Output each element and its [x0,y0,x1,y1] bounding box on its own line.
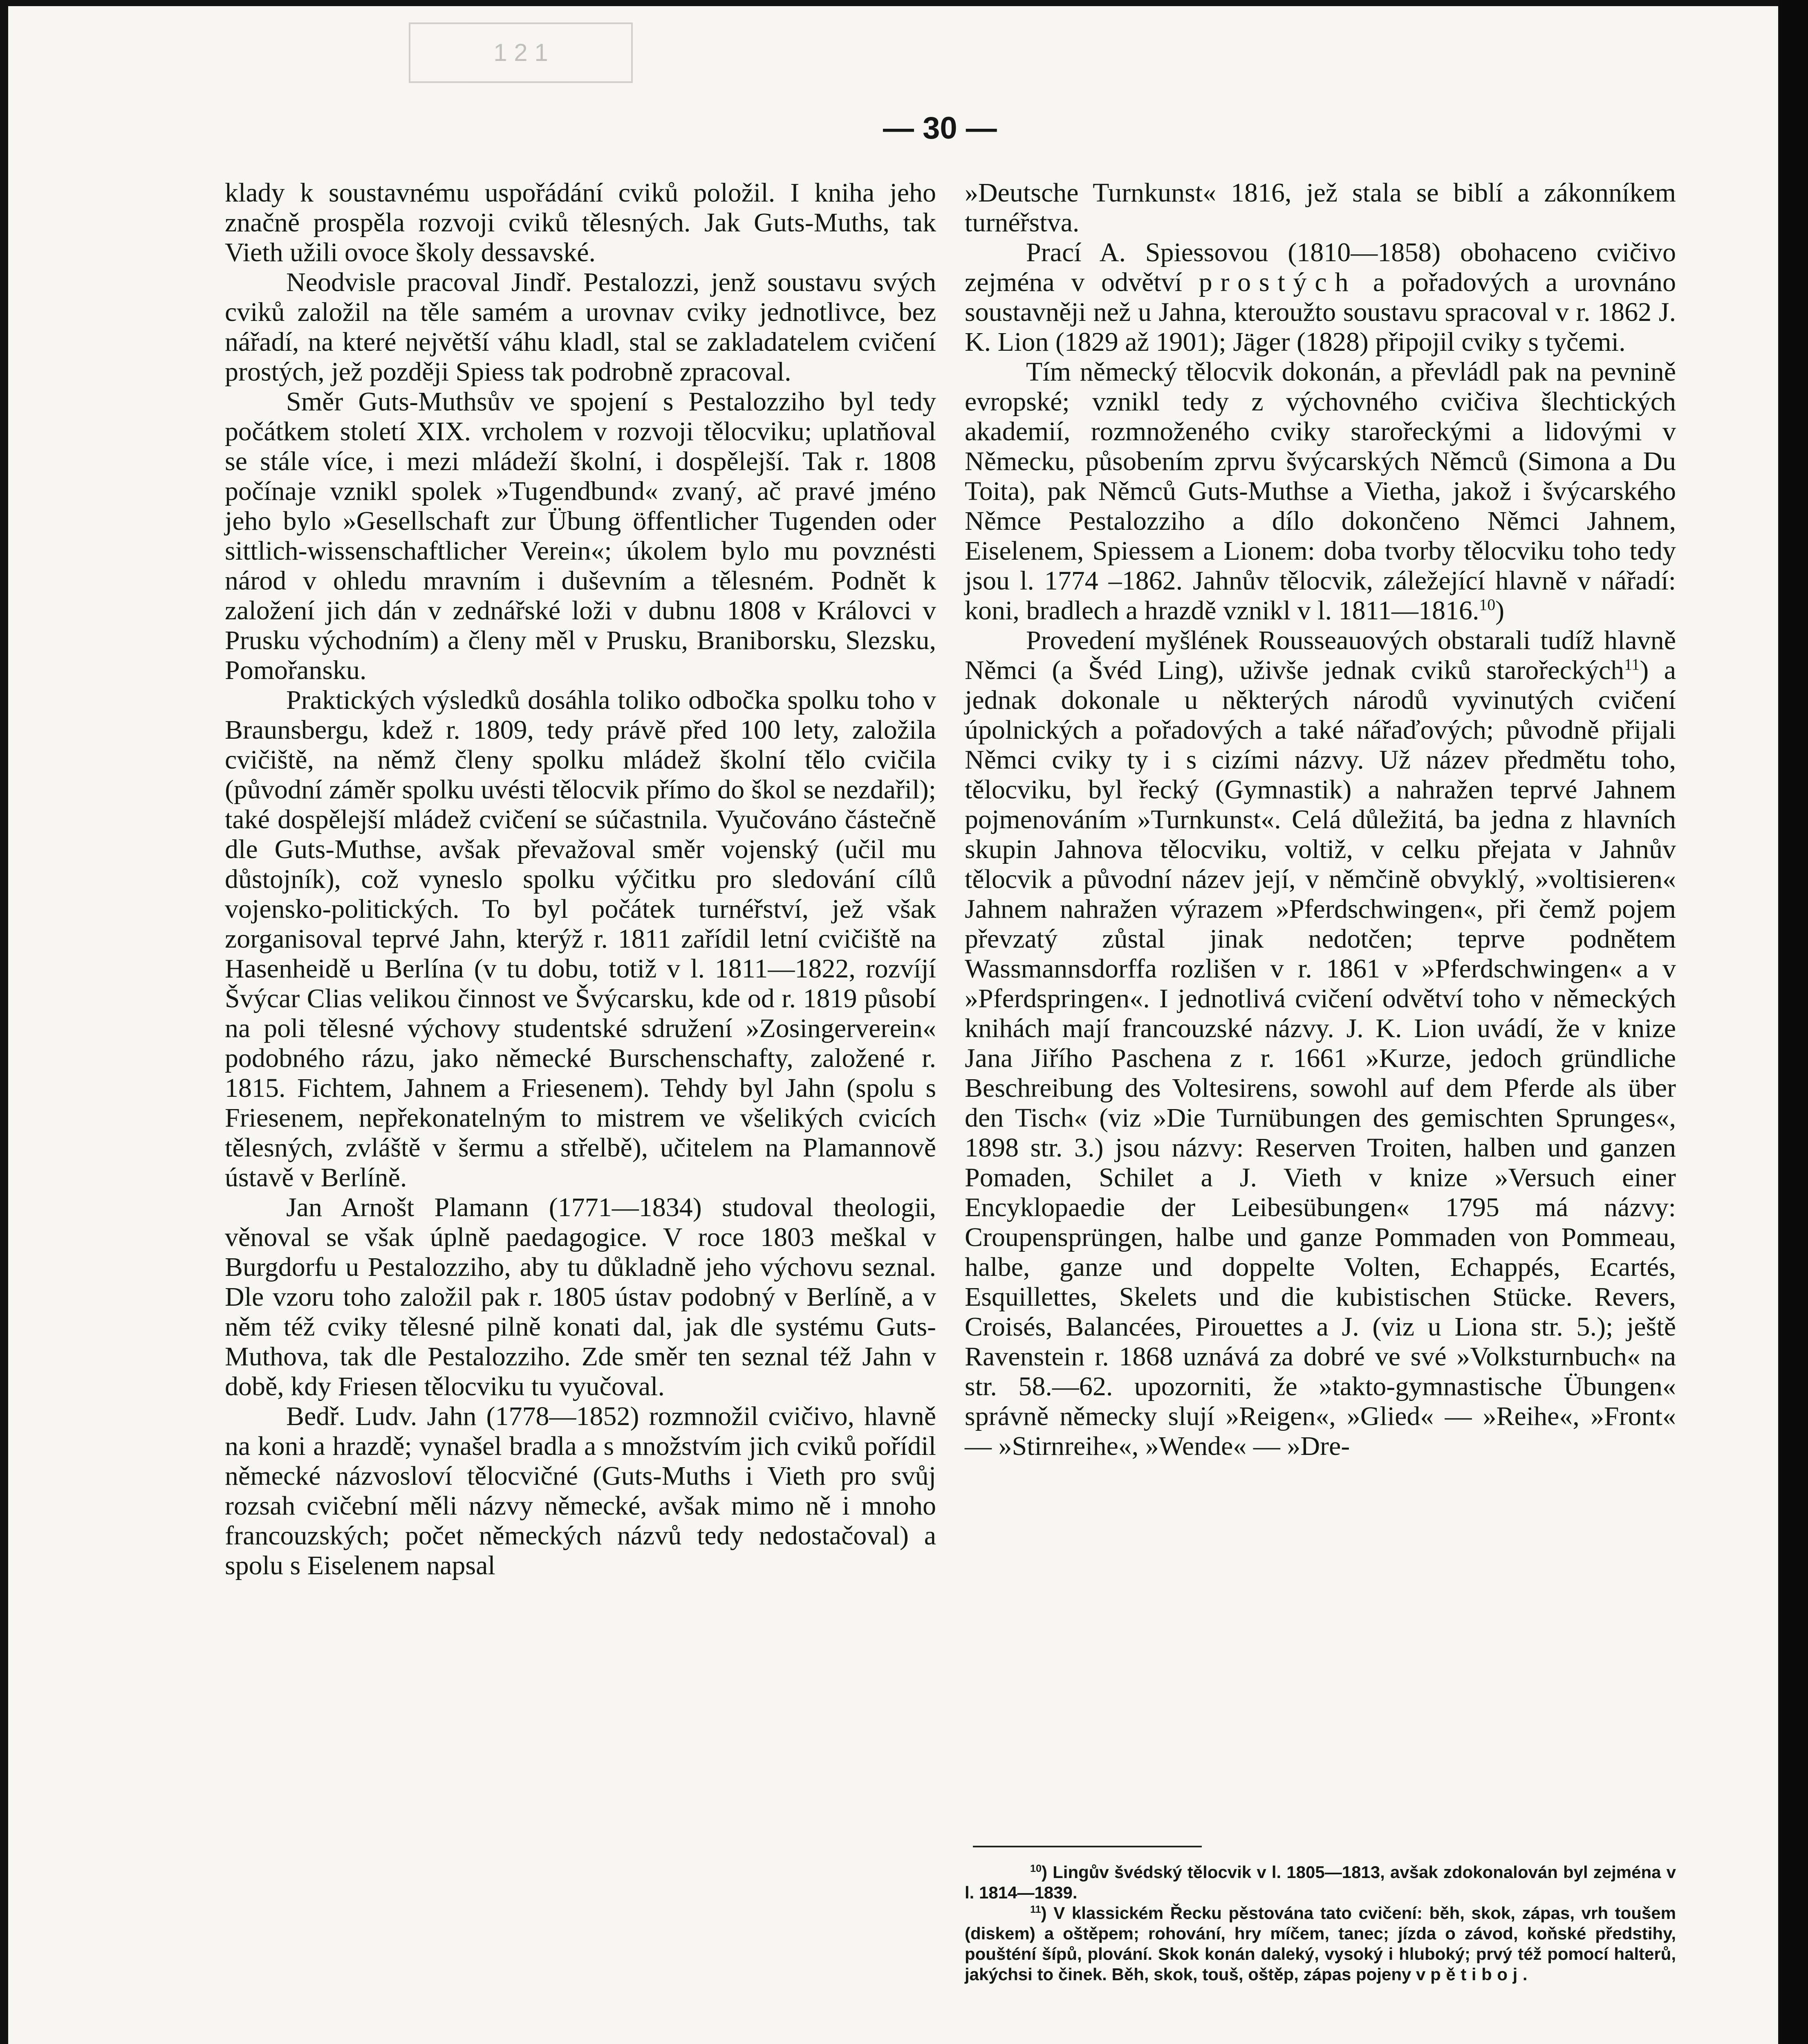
paragraph: klady k soustavnému uspořádání cviků položil. I kniha jeho značně prospěla rozvoji cviků tělesných. Jak Guts-Muths, tak Vieth užili ovoce školy dessavské. [225,178,936,267]
document-page [8,6,1778,2044]
footnote [965,1903,1676,1985]
paragraph: Neodvisle pracoval Jindř. Pestalozzi, jenž soustavu svých cviků založil na těle samém a urovnav cviky jednotlivce, bez nářadí, na které největší váhu kladl, stal se zakladatelem cvičení prostých, jež později Spiess tak podrobně zpracoval. [225,267,936,387]
spaced-text: prostých [1199,267,1357,297]
footnote-mark: 10 [1030,1863,1042,1874]
footnote-divider [973,1846,1202,1847]
footnote-text: ) V klassickém Řecku pěstována tato cvičení: běh, skok, zápas, vrh toušem (diskem) a oštěpem; rohování, hry míčem, tanec; jízda o závod, koňské předstihy, poušténí šípů, plování. Skok konán daleký, vysoký i hluboký; prvý též pomocí halterů, jakýchsi to činek. Běh, skok, touš, oštěp, zápas pojeny v [965,1903,1676,1984]
left-column [225,178,936,1580]
footnotes [965,1862,1676,1985]
text: ) a jednak dokonale u některých národů vyvinutých cvičení úpolnických a pořadových a také nářaďových; původně přijali Němci cviky ty i s cizími názvy. Už název předmětu toho, tělocviku, byl řecký (Gymnastik) a nahražen teprvé Jahnem pojmenováním »Turnkunst«. Celá důležitá, ba jedna z hlavních skupin Jahnova tělocviku, voltiž, v celku přejata v Jahnův tělocvik a původní název její, v němčině obvyklý, »voltisieren« Jahnem nahražen výrazem »Pferdschwingen«, při čemž pojem převzatý zůstal jinak nedotčen; teprve podnětem Wassmannsdorffa rozlišen v r. 1861 v »Pferdschwingen« a v »Pferdspringen«. I jednotlivá cvičení odvětví toho v německých knihách mají francouzské názvy. J. K. Lion uvádí, že v knize Jana Jiřího Paschena z r. 1661 »Kurze, jedoch gründliche Beschreibung des Voltesirens, sowohl auf dem Pferde als über den Tisch« (viz »Die Turnübungen des gemischten Sprunges«, 1898 str. 3.) jsou názvy: Reserven Troiten, halben und ganzen Pomaden, Schilet a J. Vieth v knize »Versuch einer Encyklopaedie der Leibesübungen« 1795 má názvy: Croupensprüngen, halbe und ganze Pommaden von Pommeau, halbe, ganze und doppelte Volten, Echappés, Ecartés, Esquillettes, Skelets und die kubistischen Stücke. Revers, Croisés, Balancées, Pirouettes a J. (viz u Liona str. 5.); ještě Ravenstein r. 1868 uznává za dobré ve své »Volksturnbuch« na str. 58.—62. upozorniti, že »takto-gymnastische Übungen« správně německy slují »Reigen«, »Glied« — »Reihe«, »Front« — »Stirnreihe«, »Wende« — »Dre- [965,655,1676,1461]
paragraph: Jan Arnošt Plamann (1771—1834) studoval theologii, věnoval se však úplně paedagogice. V roce 1803 meškal v Burgdorfu u Pestalozziho, aby tu důkladně jeho výchovu seznal. Dle vzoru toho založil pak r. 1805 ústav podobný v Berlíně, a v něm též cviky tělesné pilně konati dal, jak dle systému Guts-Muthova, tak dle Pestalozziho. Zde směr ten seznal též Jahn v době, kdy Friesen tělocviku tu vyučoval. [225,1192,936,1401]
text: ) [1495,596,1505,625]
paragraph [965,238,1676,357]
text: a pořadových a urovnáno soustavněji než u Jahna, kteroužto soustavu spracoval v r. 1862 J. K. Lion (1829 až 1901); Jäger (1828) připojil cviky s tyčemi. [965,267,1676,357]
text: Provedení myšlének Rousseauových obstarali tudíž hlavně Němci (a Švéd Ling), uživše jednak cviků starořeckých [965,625,1676,685]
scan-border [1779,0,1808,2044]
text: Prací A. Spiessovou (1810—1858) obohaceno cvičivo zejména v odvětví [965,238,1676,297]
spaced-text: pětiboj [1430,1965,1523,1984]
footnote [965,1862,1676,1903]
text: Tím německý tělocvik dokonán, a převládl pak na pevnině evropské; vznikl tedy z výchovného cvičiva šlechtických akademií, rozmnoženého cviky starořeckými a lidovými v Německu, působením zprvu švýcarských Němců (Simona a Du Toita), pak Němců Guts-Muthse a Vietha, jakož i švýcarského Němce Pestalozziho a dílo dokončeno Němci Jahnem, Eiselenem, Spiessem a Lionem: doba tvorby tělocviku toho tedy jsou l. 1774 –1862. Jahnův tělocvik, záležející hlavně v nářadí: koni, bradlech a hrazdě vznikl v l. 1811—1816. [965,357,1676,625]
paragraph: Praktických výsledků dosáhla toliko odbočka spolku toho v Braunsbergu, kdež r. 1809, tedy právě před 100 lety, založila cvičiště, na němž členy spolku mládež školní tělo cvičila (původní záměr spolku uvésti tělocvik přímo do škol se nezdařil); také dospělejší mládež cvičení se súčastnila. Vyučováno částečně dle Guts-Muthse, avšak převažoval směr vojenský (učil mu důstojník), což vyneslo spolku výčitku pro sledování cílů vojensko-politických. To byl počátek turnéřství, jež však zorganisoval teprvé Jahn, kterýž r. 1811 zařídil letní cvičiště na Hasenheidě u Berlína (v tu dobu, totiž v l. 1811—1822, rozvíjí Švýcar Clias velikou činnost ve Švýcarsku, kde od r. 1819 působí na poli tělesné výchovy studentské sdružení »Zosingerverein« podobného rázu, jako německé Burschenschafty, založené r. 1815. Fichtem, Jahnem a Friesenem). Tehdy byl Jahn (spolu s Friesenem, nepřekonatelným to mistrem ve všelikých cvicích tělesných, zvláště v šermu a střelbě), učitelem na Plamannově ústavě v Berlíně. [225,685,936,1192]
paragraph: Směr Guts-Muthsův ve spojení s Pestalozziho byl tedy počátkem století XIX. vrcholem v rozvoji tělocviku; uplatňoval se stále více, i mezi mládeží školní, i dospělejší. Tak r. 1808 počínaje vznikl spolek »Tugendbund« zvaný, ač pravé jméno jeho bylo »Gesellschaft zur Übung öffentlicher Tugenden oder sittlich-wissenschaftlicher Verein«; úkolem bylo mu povznésti národ v ohledu mravním i duševním a tělesném. Podnět k založení jich dán v zednářské loži v dubnu 1808 v Královci v Prusku východním) a členy měl v Prusku, Braniborsku, Slezsku, Pomořansku. [225,387,936,685]
footnote-ref: 10 [1479,596,1496,614]
footnote-ref: 11 [1624,655,1640,673]
paragraph [965,625,1676,1461]
library-stamp: 1 2 1 [409,22,633,83]
footnote-text: ) Lingův švédský tělocvik v l. 1805—1813, avšak zdokonalován byl zejména v l. 1814—1839. [965,1862,1676,1902]
page-number: — 30 — [883,111,997,146]
paragraph: Bedř. Ludv. Jahn (1778—1852) rozmnožil cvičivo, hlavně na koni a hrazdě; vynašel bradla a s množstvím jich cviků pořídil německé názvosloví tělocvičné (Guts-Muths i Vieth pro svůj rozsah cvičební měli názvy německé, avšak mimo ně i mnoho francouzských; počet německých názvů tedy nedostačoval) a spolu s Eiselenem napsal [225,1401,936,1580]
footnote-mark: 11 [1030,1904,1041,1915]
footnote-text: . [1522,1965,1528,1984]
paragraph [965,357,1676,625]
right-column [965,178,1676,1461]
paragraph: »Deutsche Turnkunst« 1816, jež stala se biblí a zákonníkem turnéřstva. [965,178,1676,238]
